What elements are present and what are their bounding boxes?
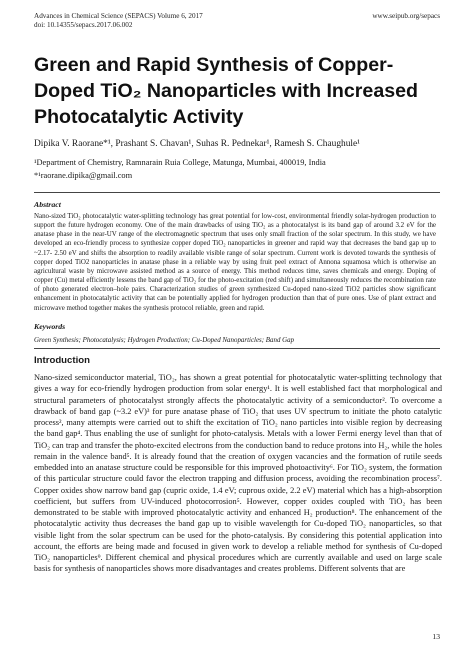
introduction-text: Nano-sized semiconductor material, TiO₂, has shown a great potential for photocatalytic water-splitting technology that gives a way for eco-friendly hydrogen production from solar energy¹. It is well established fact that morphological and structural parameters of photocatalyst strongly affects the photocatalytic activity of a semiconductor². To overcome a drawback of band gap (~3.2 eV)³ for pure anatase phase of TiO₂ that uses UV spectrum to initiate the photo catalytic process², many attempts were carried out to shift the excitation of TiO₂ nano particles into visible region by decreasing the band gap⁴. Thus enabling the use of sunlight for photo-catalysis. Metals with a lower Fermi energy level than that of TiO₂ can trap and transfer the photo-excited electrons from the conduction band to reduce protons into H₂, while the holes remain in the valence band⁵. It is already found that the creation of oxygen vacancies and the formation of rutile seeds embedded into an anatase structure could be responsible for this improved photoactivity⁶. For TiO₂ system, the formation of this particular structure could favor the electron trapping and diffusion process, avoiding the recombination process⁷. Copper oxides show narrow band gap (cupric oxide, 1.4 eV; cuprous oxide, 2.2 eV) material which has a high-absorption coefficient, but suffers from UV-induced photocorrosion⁵. However, copper oxides coupled with TiO₂ has been demonstrated to be stable with improved photocatalytic activity and enhanced H₂ production⁸. The enhancement of the photocatalytic activity thus decreases the band gap up to visible wavelength for Cu-doped TiO₂ nanoparticles, so that visible light from the solar spectrum can be used for the photo-catalysis. By considering this potential application into account, the efforts are being made and focused in given work to develop a reliable method for synthesis of Cu-doped TiO₂ nanoparticles⁹. Different chemical and physical procedures which are currently available and used on large scale basis for synthesis of nanoparticles shows more disadvantages and creates problems. Different solvents that are [34, 373, 442, 574]
divider-bottom [34, 348, 440, 349]
section-heading: Introduction [34, 355, 90, 366]
abstract-heading: Abstract [34, 200, 61, 209]
journal-name: Advances in Chemical Science (SEPACS) Volume 6, 2017 [34, 12, 203, 20]
affiliation: ¹Department of Chemistry, Ramnarain Ruia College, Matunga, Mumbai, 400019, India [34, 158, 326, 167]
abstract-text: Nano-sized TiO₂ photocatalytic water-splitting technology has great potential for low-cost, environmental friendly solar-hydrogen production to support the future hydrogen economy. One of the main drawbacks of using TiO₂ as a photocatalyst is its band gap of around 3.2 eV for the anatase phase in the near-UV range of the electromagnetic spectrum that uses only small fraction of the solar spectrum. In this study, we have developed an eco-friendly process to synthesize copper doped TiO₂ nanoparticles in greener and rapid way that decreases the band gap up to ~2.17- 2.50 eV and shifts the absorption to readily available visible range of solar spectrum. Current work is devoted towards the synthesis of copper doped TiO2 nanoparticles in anatase phase in a reliable way by using fruit peel extract of Annona squamosa which is otherwise an agricultural waste by microwave assisted method as a source of energy. This method reduces time, saves chemicals and energy. Doping of copper (Cu) metal efficiently lessens the band gap of TiO₂ for the photo-excitation (red shift) and simultaneously reduces the recombination rate of photo generated electron–hole pairs. Characterization studies of green synthesized Cu-doped nano-sized TiO2 particles show significant enhancement in photocatalytic activity that can be potentially applied for hydrogen production than that of pure ones. Use of plant extract and microwave method together makes the synthesis protocol reliable, green and rapid. [34, 212, 436, 312]
author-list: Dipika V. Raorane*¹, Prashant S. Chavan¹, Suhas R. Pednekar¹, Ramesh S. Chaughule¹ [34, 139, 360, 149]
doi-text: doi: 10.14355/sepacs.2017.06.002 [34, 21, 133, 29]
keywords-text: Green Synthesis; Photocatalysis; Hydrogen Production; Cu-Doped Nanoparticles; Band Gap [34, 336, 295, 344]
divider-top [34, 192, 440, 193]
journal-url-link[interactable]: www.seipub.org/sepacs [372, 12, 440, 20]
article-title: Green and Rapid Synthesis of Copper-Doped TiO₂ Nanoparticles with Increased Photocatalytic Activity [34, 54, 418, 128]
keywords-heading: Keywords [34, 322, 66, 331]
page-number: 13 [432, 632, 440, 641]
corresponding-email[interactable]: *¹raorane.dipika@gmail.com [34, 171, 133, 180]
